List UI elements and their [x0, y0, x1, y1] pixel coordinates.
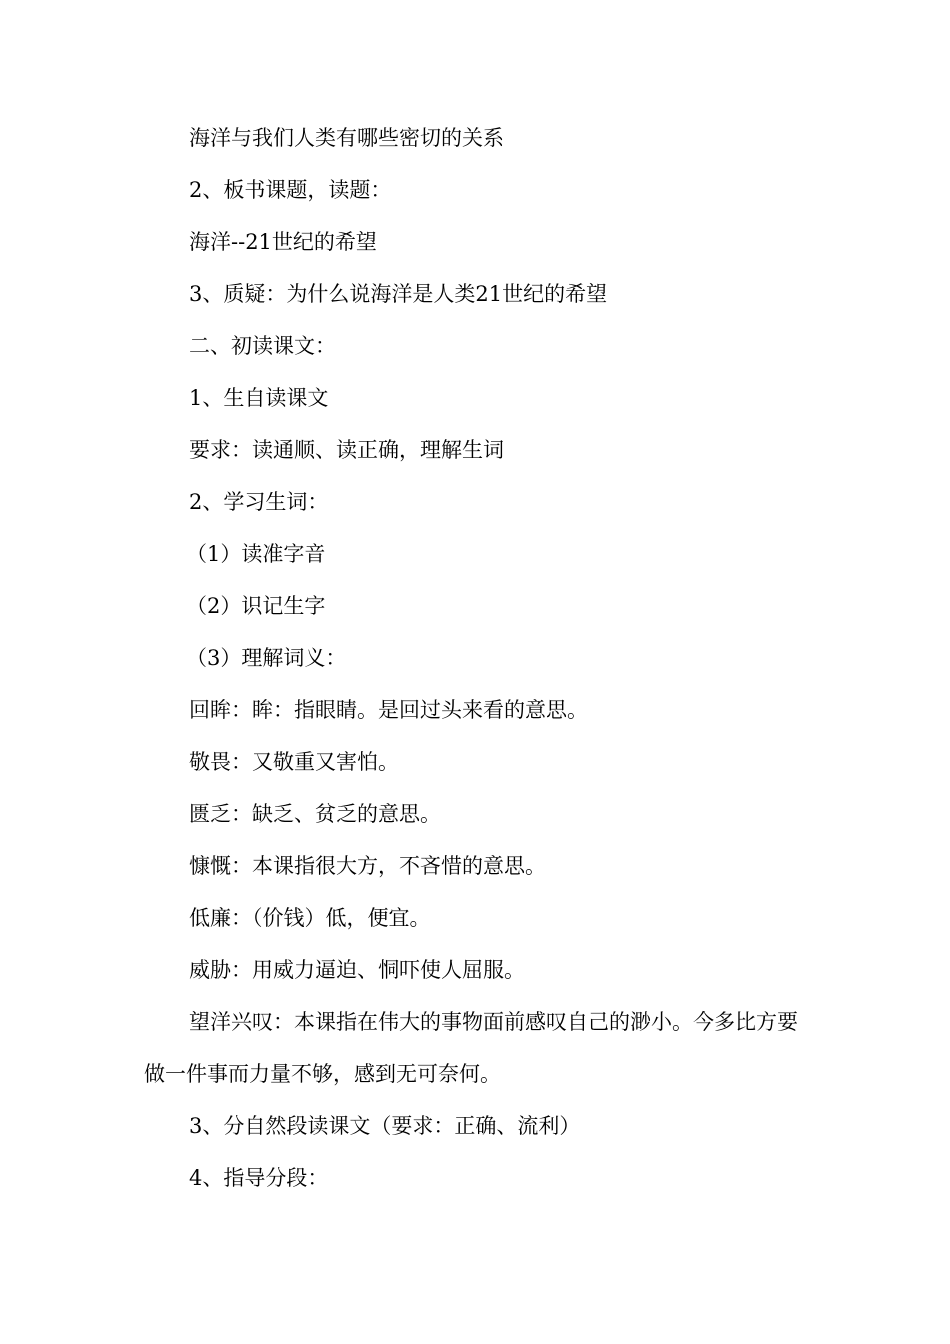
definition-item: 威胁：用威力逼迫、恫吓使人屈服。	[189, 958, 525, 982]
definition-item: 匮乏：缺乏、贫乏的意思。	[189, 802, 441, 826]
definition-item: 慷慨：本课指很大方，不吝惜的意思。	[189, 854, 546, 878]
paragraph: 4、指导分段：	[189, 1166, 329, 1190]
list-item: （3）理解词义：	[186, 646, 347, 670]
section-heading: 二、初读课文：	[189, 334, 336, 358]
definition-item: 望洋兴叹：本课指在伟大的事物面前感叹自己的渺小。今多比方要做一件事而力量不够，感到无可奈何。	[144, 1010, 798, 1086]
paragraph: 2、学习生词：	[189, 490, 329, 514]
document-body	[144, 112, 804, 1204]
definition-item: 低廉：（价钱）低，便宜。	[189, 906, 431, 930]
paragraph: 3、质疑：为什么说海洋是人类21世纪的希望	[189, 282, 608, 306]
paragraph: 1、生自读课文	[189, 386, 329, 410]
paragraph: 2、板书课题，读题：	[189, 178, 392, 202]
definition-item: 回眸：眸：指眼睛。是回过头来看的意思。	[189, 698, 588, 722]
paragraph: 要求：读通顺、读正确，理解生词	[189, 438, 504, 462]
paragraph: 3、分自然段读课文（要求：正确、流利）	[189, 1114, 581, 1138]
list-item: （1）读准字音	[186, 542, 326, 566]
paragraph: 海洋与我们人类有哪些密切的关系	[189, 126, 504, 150]
list-item: （2）识记生字	[186, 594, 326, 618]
paragraph: 海洋--21世纪的希望	[189, 230, 377, 254]
definition-item: 敬畏：又敬重又害怕。	[189, 750, 399, 774]
